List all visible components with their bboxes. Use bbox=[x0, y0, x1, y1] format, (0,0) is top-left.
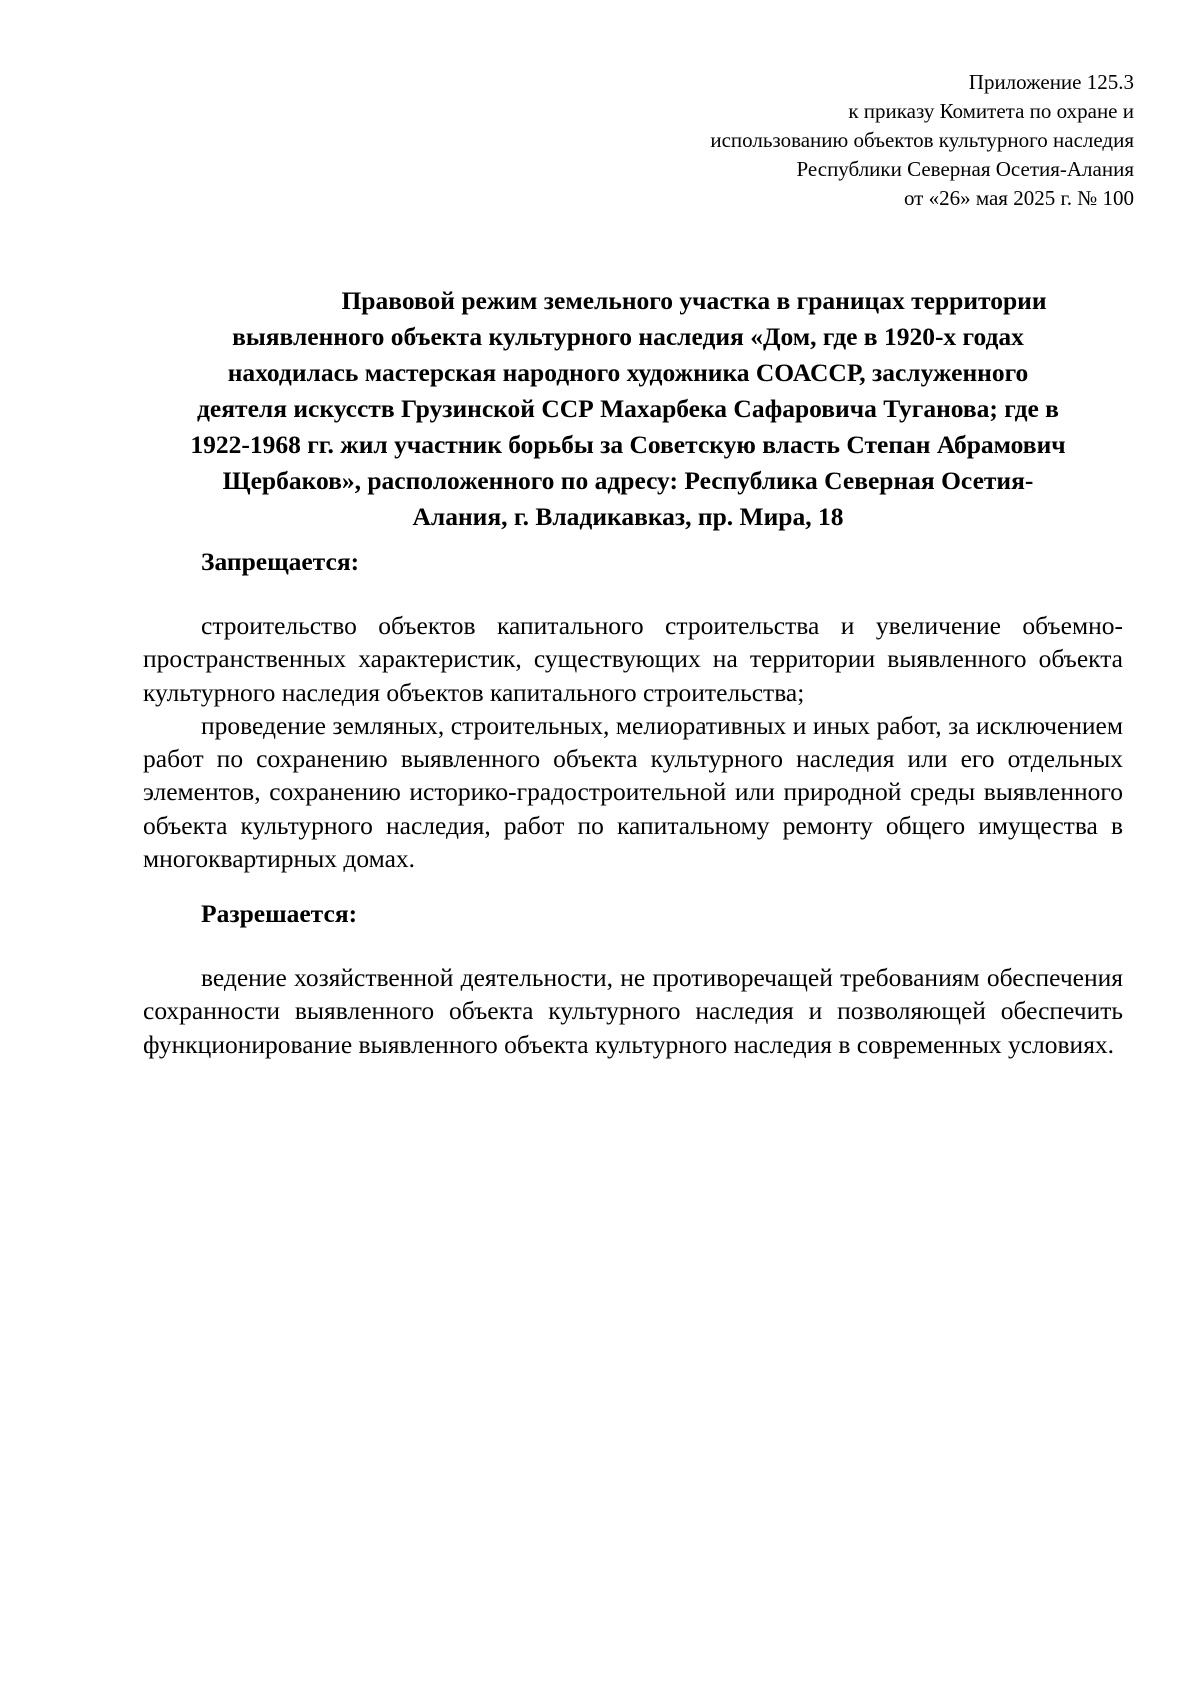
appendix-number: Приложение 125.3 bbox=[968, 70, 1134, 94]
prohibited-list bbox=[143, 609, 1123, 875]
title-line: выявленного объекта культурного наследия «Дом, где в 1920-х годах bbox=[232, 322, 1024, 351]
permitted-heading: Разрешается: bbox=[201, 899, 358, 928]
list-item: ведение хозяйственной деятельности, не противоречащей требованиям обеспечения сохранности выявленного объекта культурного наследия и позволяющей обеспечить функционирование выявленного объекта культурного наследия в современных условиях. bbox=[143, 963, 1123, 1059]
title-line: деятеля искусств Грузинской ССР Махарбека Сафаровича Туганова; где в bbox=[197, 394, 1059, 423]
permitted-list bbox=[143, 961, 1123, 1061]
committee-name-line: использованию объектов культурного наследия bbox=[710, 128, 1134, 152]
document-title bbox=[133, 283, 1123, 535]
title-line: Щербаков», расположенного по адресу: Республика Северная Осетия- bbox=[222, 466, 1034, 495]
order-date-line: от «26» мая 2025 г. № 100 bbox=[903, 186, 1134, 210]
title-line: Алания, г. Владикавказ, пр. Мира, 18 bbox=[412, 502, 844, 531]
title-line: Правовой режим земельного участка в границах территории bbox=[341, 286, 1047, 315]
title-line: находилась мастерская народного художника СОАССР, заслуженного bbox=[227, 358, 1029, 387]
appendix-header bbox=[434, 68, 1134, 213]
order-reference-line: к приказу Комитета по охране и bbox=[848, 99, 1134, 123]
title-line: 1922-1968 гг. жил участник борьбы за Советскую власть Степан Абрамович bbox=[190, 430, 1066, 459]
list-item: проведение земляных, строительных, мелиоративных и иных работ, за исключением работ по сохранению выявленного объекта культурного наследия или его отдельных элементов, сохранению историко-градостроительной или природной среды выявленного объекта культурного наследия, работ по капитальному ремонту общего имущества в многоквартирных домах. bbox=[143, 710, 1123, 874]
prohibited-heading: Запрещается: bbox=[201, 547, 360, 576]
list-item: строительство объектов капитального строительства и увеличение объемно-пространственных характеристик, существующих на территории выявленного объекта культурного наследия объектов капитального строительства; bbox=[143, 611, 1123, 707]
republic-name-line: Республики Северная Осетия-Алания bbox=[796, 157, 1134, 181]
